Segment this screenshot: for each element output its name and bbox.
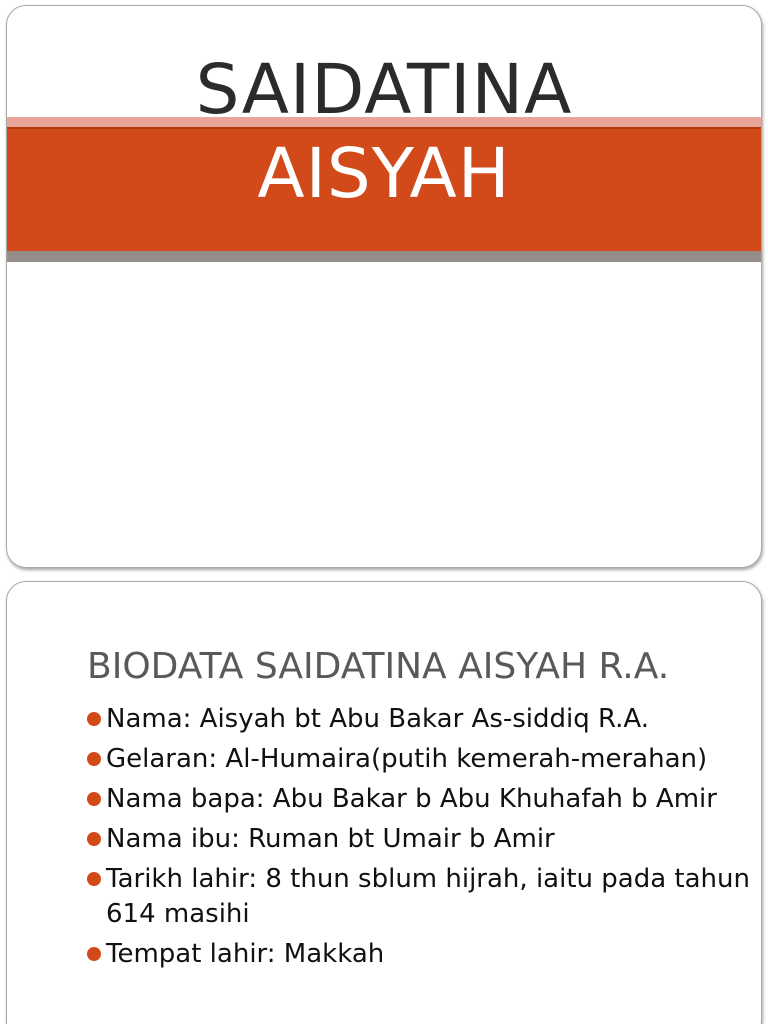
bullet-dot-icon — [87, 832, 101, 846]
bullet-text: Tarikh lahir: 8 thun sblum hijrah, iaitu pada tahun 614 masihi — [106, 864, 750, 929]
bullet-dot-icon — [87, 712, 101, 726]
list-item — [85, 822, 755, 857]
biodata-slide — [6, 581, 762, 1024]
bullet-dot-icon — [87, 792, 101, 806]
bullet-text: Nama bapa: Abu Bakar b Abu Khuhafah b Amir — [106, 784, 717, 814]
gray-accent-band — [7, 251, 761, 262]
bullet-text: Tempat lahir: Makkah — [106, 939, 385, 969]
bullet-text: Nama ibu: Ruman bt Umair b Amir — [106, 824, 555, 854]
slide-title-line1: SAIDATINA — [195, 50, 573, 130]
bullet-dot-icon — [87, 947, 101, 961]
bullet-dot-icon — [87, 752, 101, 766]
list-item — [85, 862, 755, 932]
bullet-list — [85, 702, 755, 977]
list-item — [85, 742, 755, 777]
bullet-dot-icon — [87, 872, 101, 886]
list-item — [85, 702, 755, 737]
bullet-text: Nama: Aisyah bt Abu Bakar As-siddiq R.A. — [106, 704, 650, 734]
list-item — [85, 937, 755, 972]
bullet-text: Gelaran: Al-Humaira(putih kemerah-merahan) — [106, 744, 708, 774]
slide-heading: BIODATA SAIDATINA AISYAH R.A. — [87, 646, 670, 687]
title-slide — [6, 5, 762, 568]
slide-title-line2: AISYAH — [257, 134, 511, 214]
list-item — [85, 782, 755, 817]
